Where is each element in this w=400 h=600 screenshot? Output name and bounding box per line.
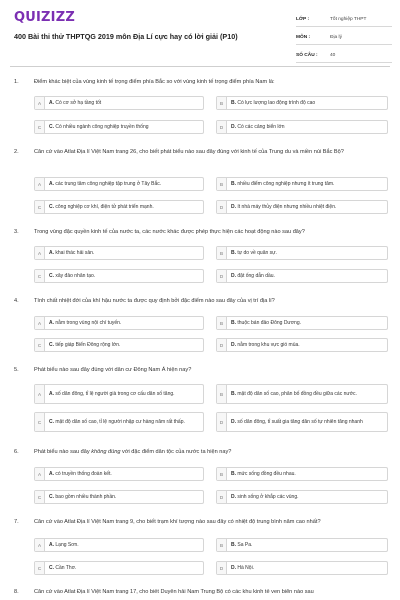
option-text bbox=[227, 181, 334, 187]
option-prefix: D. bbox=[231, 272, 238, 279]
option-body: công nghiệp cơ khí, điện tử phát triển mạnh. bbox=[55, 203, 154, 210]
question-number: 5. bbox=[14, 367, 19, 373]
question-text: Căn cứ vào Atlat Địa lí Việt Nam trang 9, cho biết trạm khí tượng nào sau đây có nhiệt độ trung bình năm cao nhất? bbox=[34, 519, 321, 525]
answer-option-b[interactable] bbox=[216, 538, 388, 552]
header-divider bbox=[10, 66, 390, 67]
option-text bbox=[45, 565, 76, 571]
option-body: đặt ống dẫn dầu. bbox=[237, 272, 275, 279]
option-body: nằm trong vùng nội chí tuyến. bbox=[55, 319, 122, 326]
option-text bbox=[45, 494, 116, 500]
option-body: mật độ dân số cao, phân bố đồng đều giữa các nước. bbox=[237, 390, 357, 397]
option-text bbox=[227, 494, 298, 500]
option-letter: C bbox=[35, 339, 45, 351]
option-text bbox=[227, 320, 301, 326]
answer-option-a[interactable] bbox=[34, 96, 204, 110]
option-body: xây đảo nhân tạo. bbox=[55, 272, 96, 279]
question-text-emphasis: không đúng bbox=[91, 449, 121, 455]
option-text bbox=[227, 204, 336, 210]
option-body: số dân đông, tỉ lệ người già trong cơ cấu dân số tăng. bbox=[55, 390, 175, 397]
option-body: tiếp giáp Biển Đông rộng lớn. bbox=[55, 341, 121, 348]
option-text bbox=[227, 250, 277, 256]
option-letter: A bbox=[35, 247, 45, 259]
option-body: Có cơ sở hạ tầng tốt bbox=[55, 99, 102, 106]
meta-row-question-count bbox=[296, 48, 392, 63]
question-text: Phát biểu nào sau đây đúng với dân cư Đông Nam Á hiện nay? bbox=[34, 367, 192, 373]
answer-option-b[interactable] bbox=[216, 96, 388, 110]
meta-value: 40 bbox=[330, 52, 336, 58]
option-prefix: B. bbox=[231, 319, 238, 326]
option-text bbox=[227, 565, 254, 571]
quizizz-logo: QUIZIZZ bbox=[14, 10, 75, 25]
option-text bbox=[45, 124, 149, 130]
option-letter: A bbox=[35, 539, 45, 551]
meta-label: MÔN : bbox=[296, 34, 311, 40]
option-body: ít nhà máy thủy điện nhưng nhiều nhiệt điện. bbox=[237, 203, 337, 210]
answer-option-d[interactable] bbox=[216, 561, 388, 575]
option-letter: C bbox=[35, 270, 45, 282]
answer-option-c[interactable] bbox=[34, 490, 204, 504]
option-letter: D bbox=[217, 413, 227, 431]
option-text bbox=[227, 273, 275, 279]
option-prefix: A. bbox=[49, 319, 56, 326]
option-letter: B bbox=[217, 97, 227, 109]
question-text: Căn cứ vào Atlat Địa lí Việt Nam trang 26, cho biết phát biểu nào sau đây đúng với kinh tế của Trung du và miền núi Bắc Bộ? bbox=[34, 149, 344, 155]
meta-panel bbox=[296, 12, 392, 63]
answer-option-c[interactable] bbox=[34, 338, 204, 352]
question-text: Căn cứ vào Atlat Địa lí Việt Nam trang 17, cho biết Duyên hải Nam Trung Bộ có các khu kinh tế ven biển nào sau bbox=[34, 589, 314, 595]
answer-option-b[interactable] bbox=[216, 177, 388, 191]
answer-option-d[interactable] bbox=[216, 338, 388, 352]
question-text: Điểm khác biệt của vùng kinh tế trọng điểm phía Bắc so với vùng kinh tế trọng điểm phía Nam là: bbox=[34, 79, 275, 85]
option-prefix: C. bbox=[49, 493, 56, 500]
meta-value: Địa lý bbox=[330, 34, 342, 40]
answer-option-a[interactable] bbox=[34, 384, 204, 404]
option-letter: C bbox=[35, 201, 45, 213]
question-number: 8. bbox=[14, 589, 19, 595]
question-number: 4. bbox=[14, 298, 19, 304]
option-text bbox=[227, 124, 285, 130]
option-body: số dân đông, tỉ suất gia tăng dân số tự nhiên tăng nhanh bbox=[237, 418, 363, 425]
option-body: Có các cảng biển lớn bbox=[237, 123, 285, 130]
option-letter: A bbox=[35, 468, 45, 480]
option-prefix: C. bbox=[49, 418, 56, 425]
option-text bbox=[45, 273, 95, 279]
option-prefix: C. bbox=[49, 564, 56, 571]
option-prefix: C. bbox=[49, 272, 56, 279]
option-prefix: D. bbox=[231, 418, 238, 425]
option-prefix: A. bbox=[49, 390, 56, 397]
option-text bbox=[45, 471, 112, 477]
answer-option-b[interactable] bbox=[216, 467, 388, 481]
meta-label: SỐ CÂU : bbox=[296, 52, 318, 58]
option-prefix: A. bbox=[49, 180, 56, 187]
question-text bbox=[34, 449, 380, 457]
option-text bbox=[45, 542, 79, 548]
option-letter: D bbox=[217, 562, 227, 574]
option-text bbox=[45, 419, 185, 425]
meta-value: Tốt nghiệp THPT bbox=[330, 16, 367, 22]
question-number: 3. bbox=[14, 229, 19, 235]
question-text-part: Phát biểu nào sau đây bbox=[34, 449, 92, 455]
answer-option-a[interactable] bbox=[34, 538, 204, 552]
option-letter: B bbox=[217, 317, 227, 329]
option-body: mật độ dân số cao, tỉ lệ người nhập cư hàng năm rất thấp. bbox=[55, 418, 185, 425]
option-body: có truyền thống đoàn kết. bbox=[55, 470, 112, 477]
option-letter: B bbox=[217, 539, 227, 551]
answer-option-a[interactable] bbox=[34, 316, 204, 330]
option-text bbox=[45, 342, 120, 348]
answer-option-d[interactable] bbox=[216, 120, 388, 134]
option-prefix: C. bbox=[49, 203, 56, 210]
option-body: Cần Thơ. bbox=[55, 564, 77, 571]
answer-option-b[interactable] bbox=[216, 246, 388, 260]
answer-option-c[interactable] bbox=[34, 561, 204, 575]
option-text bbox=[227, 542, 252, 548]
option-text bbox=[45, 181, 161, 187]
option-text bbox=[227, 419, 363, 425]
option-letter: D bbox=[217, 270, 227, 282]
option-text bbox=[45, 250, 94, 256]
option-prefix: A. bbox=[49, 249, 56, 256]
option-prefix: D. bbox=[231, 203, 238, 210]
option-prefix: D. bbox=[231, 493, 238, 500]
option-letter: A bbox=[35, 178, 45, 190]
option-body: thuộc bán đảo Đông Dương. bbox=[237, 319, 302, 326]
question-number: 2. bbox=[14, 149, 19, 155]
option-letter: A bbox=[35, 317, 45, 329]
option-prefix: B. bbox=[231, 390, 238, 397]
option-body: Có nhiều ngành công nghiệp truyền thống bbox=[55, 123, 149, 130]
question-text-part: với đặc điểm dân tộc của nước ta hiện nay? bbox=[120, 449, 232, 455]
option-prefix: B. bbox=[231, 541, 238, 548]
option-prefix: D. bbox=[231, 564, 238, 571]
document-header bbox=[0, 0, 400, 66]
option-prefix: B. bbox=[231, 249, 238, 256]
meta-label: LỚP : bbox=[296, 16, 310, 22]
meta-row-subject bbox=[296, 30, 392, 45]
option-prefix: D. bbox=[231, 341, 238, 348]
answer-option-d[interactable] bbox=[216, 269, 388, 283]
option-letter: D bbox=[217, 201, 227, 213]
answer-option-c[interactable] bbox=[34, 200, 204, 214]
option-letter: B bbox=[217, 178, 227, 190]
option-text bbox=[227, 100, 315, 106]
option-text bbox=[45, 320, 121, 326]
question-text: Tính chất nhiệt đới của khí hậu nước ta được quy định bởi đặc điểm nào sau đây của vị trí địa lí? bbox=[34, 298, 275, 304]
option-letter: C bbox=[35, 491, 45, 503]
option-prefix: D. bbox=[231, 123, 238, 130]
option-prefix: C. bbox=[49, 341, 56, 348]
option-body: bao gồm nhiều thành phần. bbox=[55, 493, 117, 500]
option-text bbox=[227, 342, 300, 348]
option-body: sinh sống ở khắp các vùng. bbox=[237, 493, 299, 500]
option-letter: B bbox=[217, 385, 227, 403]
answer-option-c[interactable] bbox=[34, 269, 204, 283]
option-text bbox=[227, 391, 357, 397]
option-letter: D bbox=[217, 121, 227, 133]
option-body: nằm trong khu vực gió mùa. bbox=[237, 341, 300, 348]
option-text bbox=[227, 471, 296, 477]
option-letter: A bbox=[35, 97, 45, 109]
option-prefix: C. bbox=[49, 123, 56, 130]
answer-option-c[interactable] bbox=[34, 120, 204, 134]
answer-option-b[interactable] bbox=[216, 316, 388, 330]
option-prefix: B. bbox=[231, 99, 238, 106]
option-letter: A bbox=[35, 385, 45, 403]
option-prefix: B. bbox=[231, 470, 238, 477]
option-letter: B bbox=[217, 247, 227, 259]
option-body: Hà Nội. bbox=[237, 564, 255, 571]
answer-option-c[interactable] bbox=[34, 412, 204, 432]
answer-option-b[interactable] bbox=[216, 384, 388, 404]
option-body: Có lực lượng lao động trình độ cao bbox=[237, 99, 316, 106]
option-body: các trung tâm công nghiệp tập trung ở Tây Bắc. bbox=[55, 180, 162, 187]
option-text bbox=[45, 204, 154, 210]
option-letter: C bbox=[35, 121, 45, 133]
option-body: Sa Pa. bbox=[237, 541, 253, 548]
option-body: khai thác hải sản. bbox=[55, 249, 95, 256]
option-letter: D bbox=[217, 339, 227, 351]
option-body: nhiều điểm công nghiệp nhưng ít trung tâm. bbox=[237, 180, 335, 187]
option-body: Lạng Sơn. bbox=[55, 541, 79, 548]
answer-option-d[interactable] bbox=[216, 412, 388, 432]
option-letter: D bbox=[217, 491, 227, 503]
answer-option-a[interactable] bbox=[34, 177, 204, 191]
option-letter: B bbox=[217, 468, 227, 480]
option-text bbox=[45, 100, 101, 106]
option-prefix: A. bbox=[49, 541, 56, 548]
option-body: tự do về quân sự. bbox=[237, 249, 277, 256]
question-number: 6. bbox=[14, 449, 19, 455]
document-title: 400 Bài thi thử THPTQG 2019 môn Địa Lí cực hay có lời giải (P10) bbox=[14, 32, 238, 41]
option-prefix: A. bbox=[49, 470, 56, 477]
meta-row-class bbox=[296, 12, 392, 27]
answer-option-a[interactable] bbox=[34, 467, 204, 481]
question-text: Trong vùng đặc quyền kinh tế của nước ta, các nước khác được phép thực hiện các hoạt động nào sau đây? bbox=[34, 229, 305, 235]
option-prefix: B. bbox=[231, 180, 238, 187]
option-letter: C bbox=[35, 413, 45, 431]
option-body: mức sống đồng đều nhau. bbox=[237, 470, 296, 477]
question-number: 1. bbox=[14, 79, 19, 85]
option-letter: C bbox=[35, 562, 45, 574]
answer-option-a[interactable] bbox=[34, 246, 204, 260]
option-text bbox=[45, 391, 175, 397]
question-number: 7. bbox=[14, 519, 19, 525]
answer-option-d[interactable] bbox=[216, 200, 388, 214]
answer-option-d[interactable] bbox=[216, 490, 388, 504]
option-prefix: A. bbox=[49, 99, 56, 106]
